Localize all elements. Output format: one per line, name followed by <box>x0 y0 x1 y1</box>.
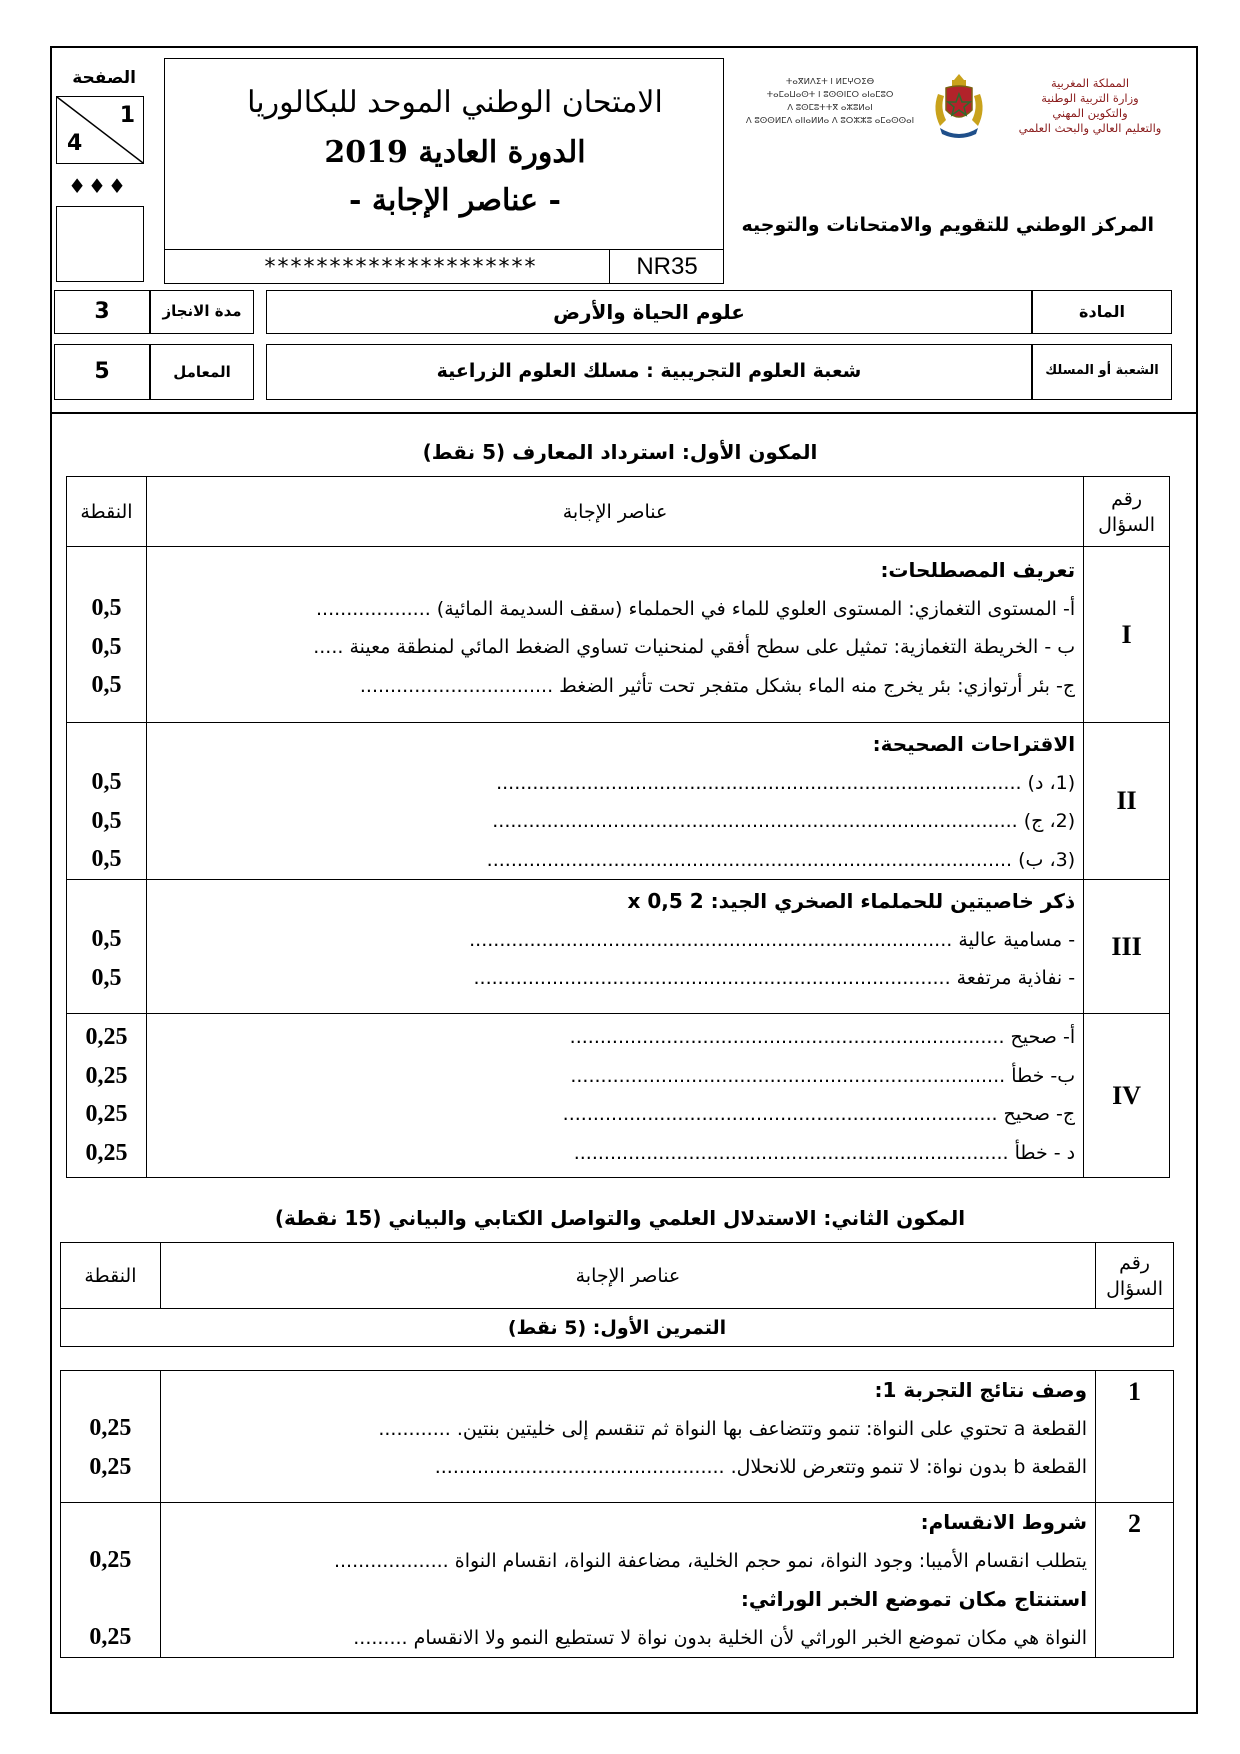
points-value: 0,25 <box>85 1024 128 1050</box>
answer-line: ب - الخريطة التغمازية: تمثيل على سطح أفقي لمنحنيات تساوي الضغط المائي لمنطقة معينة ..... <box>313 636 1076 658</box>
answer-cell <box>146 723 1083 880</box>
points-cell <box>67 723 147 880</box>
table-row <box>61 1503 1174 1658</box>
col-points-label: النقطة <box>80 500 133 523</box>
spacer-cell <box>61 1347 1174 1371</box>
info-coef-value-box <box>54 344 150 400</box>
points-value: 0,25 <box>89 1415 132 1441</box>
col-points <box>61 1243 161 1309</box>
points-cell <box>61 1503 161 1658</box>
page-current: 1 <box>119 103 135 128</box>
header-separator <box>50 412 1198 414</box>
coef-label: المعامل <box>173 363 231 381</box>
branch-value: شعبة العلوم التجريبية : مسلك العلوم الزراعية <box>436 360 862 382</box>
points-cell <box>61 1371 161 1503</box>
tifinagh-line: ⵜⴰⴳⵍⴷⵉⵜ ⵏ ⵍⵎⵖⵔⵉⴱ <box>785 77 875 87</box>
points-value: 0,5 <box>91 633 122 660</box>
duration-value: 3 <box>94 299 110 324</box>
answer-heading: شروط الانقسام: <box>920 1510 1088 1534</box>
subject-label: المادة <box>1079 302 1125 321</box>
col-question-label: رقم السؤال <box>1106 1251 1163 1300</box>
col-answer <box>146 477 1083 547</box>
tifinagh-line: ⵜⴰⵎⴰⵡⴰⵙⵜ ⵏ ⵓⵙⵙⵏⵎⵔ ⴰⵏⴰⵎⵓⵔ <box>766 90 894 100</box>
answer-heading: استنتاج مكان تموضع الخبر الوراثي: <box>740 1587 1088 1611</box>
exam-code: NR35 <box>636 253 698 280</box>
points-value: 0,25 <box>89 1453 132 1480</box>
part2-title: المكون الثاني: الاستدلال العلمي والتواصل الكتابي والبياني (15 نقطة) <box>274 1206 966 1230</box>
answer-line: د - خطأ ........................................................................ <box>573 1141 1076 1164</box>
question-number: 2 <box>1096 1503 1174 1658</box>
branch-label: الشعبة أو المسلك <box>1045 363 1159 378</box>
duration-label: مدة الانجاز <box>162 302 242 320</box>
answer-line: - مسامية عالية ................................................................................ <box>469 928 1076 951</box>
stars: ********************* <box>264 255 538 280</box>
question-number: II <box>1084 723 1170 880</box>
ministry-tifinagh <box>740 76 920 128</box>
ministry-line: والتعليم العالي والبحث العلمي <box>1018 121 1162 135</box>
points-value: 0,25 <box>85 1062 128 1089</box>
exam-title: الامتحان الوطني الموحد للبكالوريا <box>247 85 663 120</box>
page-label: الصفحة <box>72 68 136 88</box>
answer-heading: تعريف المصطلحات: <box>880 558 1076 582</box>
part2-table <box>60 1242 1174 1658</box>
ministry-line: وزارة التربية الوطنية <box>1041 91 1139 105</box>
code-divider <box>609 249 610 283</box>
col-answer-label: عناصر الإجابة <box>575 1264 681 1287</box>
points-gap <box>61 1580 160 1618</box>
page-total: 4 <box>67 131 83 156</box>
answer-line: - نفاذية مرتفعة ............................................................................... <box>473 967 1076 989</box>
answer-line: ج- صحيح ........................................................................ <box>562 1103 1076 1125</box>
points-cell <box>67 1014 147 1178</box>
table-row <box>61 1371 1174 1503</box>
points-value: 0,25 <box>89 1623 132 1650</box>
points-value: 0,5 <box>91 846 122 872</box>
exercise-row <box>61 1309 1174 1347</box>
table-header-row <box>61 1243 1174 1309</box>
info-subject-label-box <box>1032 290 1172 334</box>
points-value: 0,5 <box>91 672 122 698</box>
answer-line: (3، ب) ....................................................................................... <box>486 848 1076 871</box>
col-points <box>67 477 147 547</box>
kingdom-emblem-icon <box>928 70 990 142</box>
question-number: IV <box>1084 1014 1170 1178</box>
question-number: III <box>1084 880 1170 1014</box>
answer-cell <box>160 1503 1095 1658</box>
answer-line: القطعة a تحتوي على النواة: تنمو وتتضاعف بها النواة ثم تنقسم إلى خليتين بنتين. ............ <box>378 1417 1088 1440</box>
session-title: الدورة العادية 2019 <box>324 135 586 170</box>
answer-line: ج- بئر أرتوازي: بئر يخرج منه الماء بشكل متفجر تحت تأثير الضغط ................................ <box>359 674 1076 697</box>
answer-line: (1، د) ....................................................................................... <box>496 771 1076 794</box>
points-value: 0,5 <box>91 926 122 952</box>
table-row <box>67 1014 1170 1178</box>
part1-table <box>66 476 1170 1178</box>
title-box <box>164 58 724 284</box>
exercise1-title: التمرين الأول: (5 نقط) <box>61 1309 1174 1347</box>
points-cell <box>67 547 147 723</box>
col-question <box>1096 1243 1174 1309</box>
answer-elements-title: - عناصر الإجابة - <box>349 183 561 218</box>
info-branch-box <box>266 344 1032 400</box>
answer-line: القطعة b بدون نواة: لا تنمو وتتعرض للانحلال. ................................................ <box>434 1456 1088 1478</box>
points-value: 0,5 <box>91 595 122 621</box>
col-question-label: رقم السؤال <box>1098 487 1156 536</box>
points-value: 0,5 <box>91 807 122 834</box>
page-empty-box <box>56 206 144 282</box>
ministry-line: والتكوين المهني <box>1052 106 1128 120</box>
points-value: 0,25 <box>85 1139 128 1166</box>
info-branch-label-box <box>1032 344 1172 400</box>
answer-line: النواة هي مكان تموضع الخبر الوراثي لأن الخلية بدون نواة لا تستطيع النمو ولا الانقسام ......... <box>353 1626 1088 1649</box>
page-fraction <box>56 96 144 164</box>
col-points-label: النقطة <box>84 1264 137 1287</box>
table-row <box>67 880 1170 1014</box>
page-box <box>54 58 146 284</box>
part1-title: المكون الأول: استرداد المعارف (5 نقط) <box>422 440 818 464</box>
info-duration-value-box <box>54 290 150 334</box>
answer-line: ب- خطأ ........................................................................ <box>570 1064 1076 1087</box>
answer-line: يتطلب انقسام الأميبا: وجود النواة، نمو حجم الخلية، مضاعفة النواة، انقسام النواة ................... <box>333 1549 1088 1572</box>
info-subject-box <box>266 290 1032 334</box>
tifinagh-line: ⴷ ⵓⵙⵙⵍⵎⴷ ⴰⵏⵏⴰⵍⵍⴰ ⴷ ⵓⵔⵣⵣⵓ ⴰⵎⴰⵙⵙⴰⵏ <box>745 116 915 126</box>
center-name: المركز الوطني للتقويم والامتحانات والتوجيه <box>741 214 1154 236</box>
col-question <box>1084 477 1170 547</box>
answer-line: أ- المستوى التغمازي: المستوى العلوي للماء في الحملماء (سقف السديمة المائية) ................... <box>316 597 1076 620</box>
table-header-row <box>67 477 1170 547</box>
tifinagh-line: ⴷ ⵓⵙⵎⵓⵜⵜⴳ ⴰⵣⵓⵍⴰⵏ <box>787 103 873 113</box>
answer-cell <box>146 547 1083 723</box>
subject-value: علوم الحياة والأرض <box>553 300 745 324</box>
info-duration-label-box <box>150 290 254 334</box>
points-value: 0,5 <box>91 769 122 795</box>
answer-cell <box>146 880 1083 1014</box>
question-number: I <box>1084 547 1170 723</box>
title-bottom-line <box>165 249 723 250</box>
answer-line: أ- صحيح ........................................................................ <box>569 1026 1076 1048</box>
table-row <box>67 547 1170 723</box>
coef-value: 5 <box>94 359 110 384</box>
answer-cell <box>160 1371 1095 1503</box>
answer-cell <box>146 1014 1083 1178</box>
page-marks: ♦♦♦ <box>68 174 128 198</box>
points-cell <box>67 880 147 1014</box>
points-value: 0,25 <box>85 1101 128 1127</box>
points-value: 0,25 <box>89 1547 132 1573</box>
ministry-line: المملكة المغربية <box>1050 76 1130 90</box>
info-coef-label-box <box>150 344 254 400</box>
question-number: 1 <box>1096 1371 1174 1503</box>
answer-line: (2، ج) ....................................................................................... <box>492 810 1076 832</box>
col-answer <box>160 1243 1095 1309</box>
points-value: 0,5 <box>91 964 122 991</box>
spacer-row <box>61 1347 1174 1371</box>
answer-heading: ذكر خاصيتين للحملماء الصخري الجيد: 2 x 0,5 <box>627 889 1076 913</box>
answer-heading: وصف نتائج التجربة 1: <box>874 1378 1088 1402</box>
col-answer-label: عناصر الإجابة <box>562 500 668 523</box>
table-row <box>67 723 1170 880</box>
answer-heading: الاقتراحات الصحيحة: <box>872 732 1076 756</box>
ministry-arabic <box>1000 76 1180 136</box>
